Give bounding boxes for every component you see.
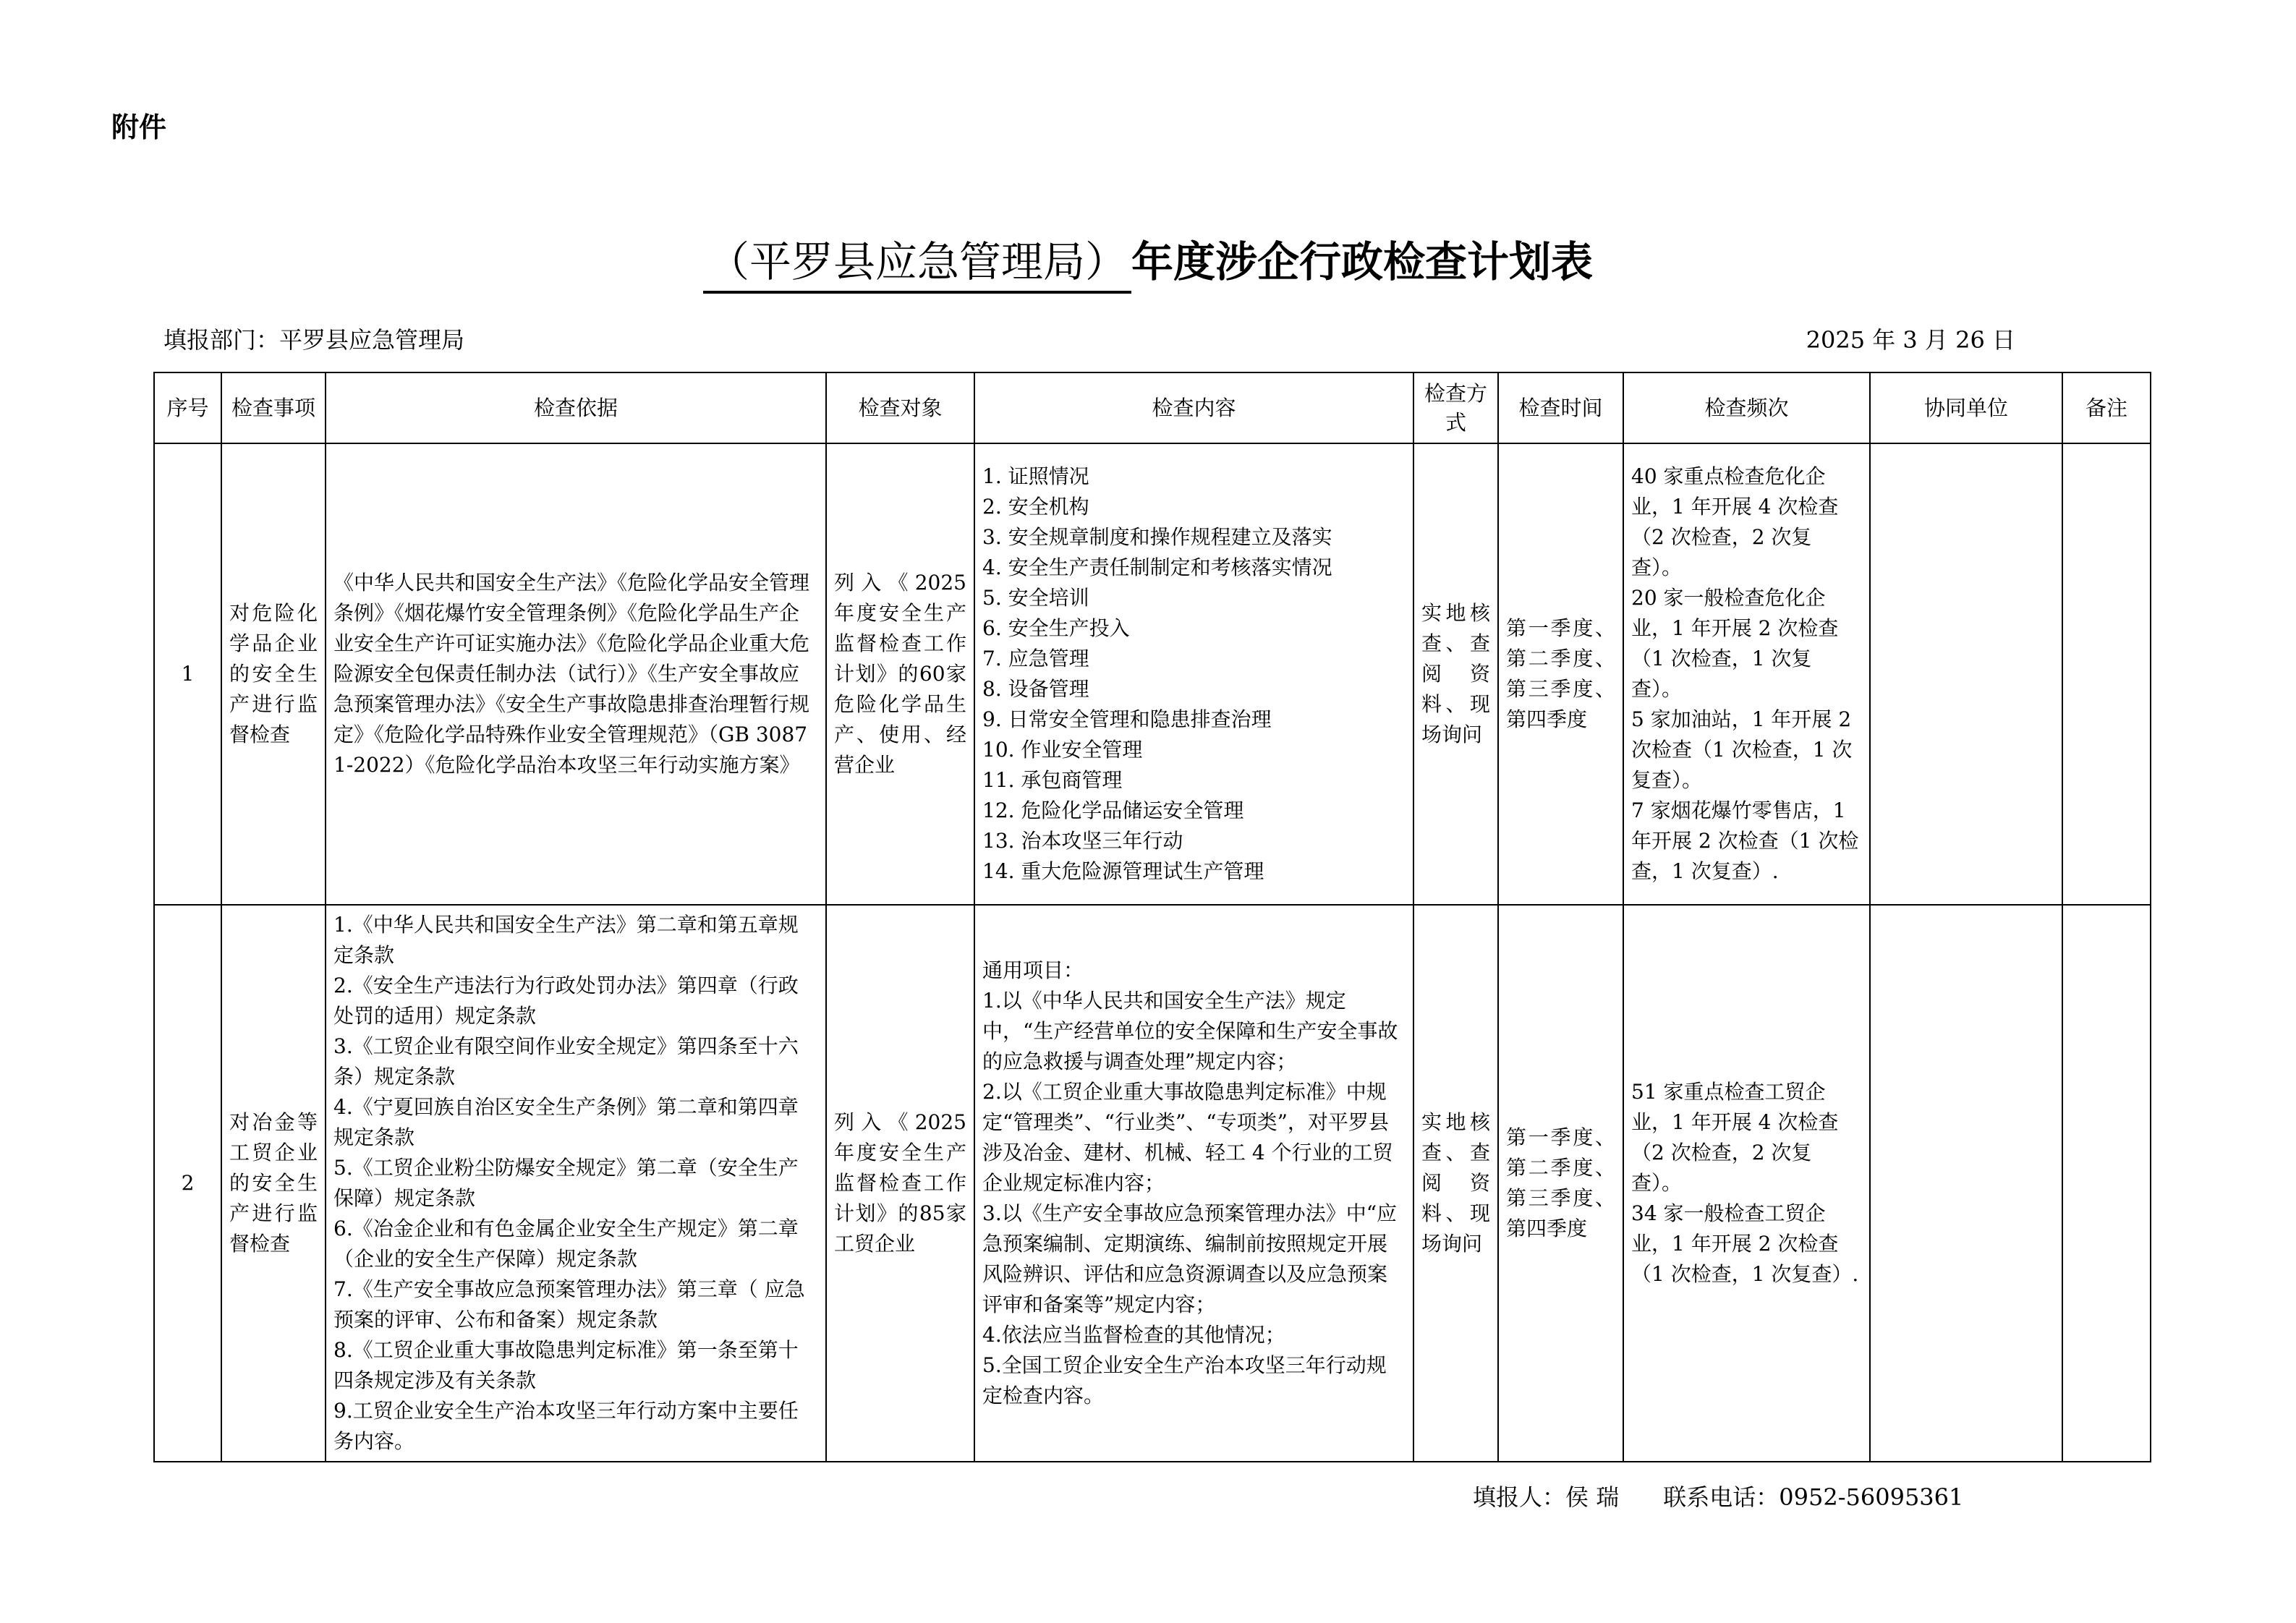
content-line: 7. 应急管理 — [982, 647, 1089, 670]
row-item: 对危险化学品企业的安全生产进行监督检查 — [221, 443, 326, 905]
frequency-line: 20 家一般检查危化企业，1 年开展 2 次检查（1 次检查，1 次复查）。 — [1631, 586, 1839, 701]
content-line: 5.全国工贸企业安全生产治本攻坚三年行动规定检查内容。 — [982, 1353, 1387, 1407]
content-line: 2.以《工贸企业重大事故隐患判定标准》中规定“管理类”、“行业类”、“专项类”，对平罗县涉及冶金、建材、机械、轻工 4 个行业的工贸企业规定标准内容； — [982, 1080, 1393, 1195]
table-header-row — [154, 372, 2151, 443]
basis-line: 8.《工贸企业重大事故隐患判定标准》第一条至第十四条规定涉及有关条款 — [333, 1338, 799, 1392]
basis-line: 6.《冶金企业和有色金属企业安全生产规定》第二章（企业的安全生产保障）规定条款 — [333, 1217, 799, 1271]
row-frequency — [1623, 905, 1870, 1462]
table-row — [154, 905, 2151, 1462]
basis-line: 3.《工贸企业有限空间作业安全规定》第四条至十六条）规定条款 — [333, 1034, 799, 1089]
col-header-item: 检查事项 — [221, 372, 326, 443]
title-unit: （平罗县应急管理局） — [703, 233, 1131, 294]
content-line: 3.以《生产安全事故应急预案管理办法》中“应急预案编制、定期演练、编制前按照规定开展风险辨识、评估和应急资源调查以及应急预案评审和备案等”规定内容； — [982, 1201, 1398, 1316]
col-header-content: 检查内容 — [974, 372, 1413, 443]
row-content — [974, 905, 1413, 1462]
content-line: 4.依法应当监督检查的其他情况； — [982, 1323, 1285, 1347]
content-line: 1. 证照情况 — [982, 464, 1089, 488]
frequency-line: 40 家重点检查危化企业，1 年开展 4 次检查（2 次检查，2 次复查）。 — [1631, 464, 1839, 579]
footer — [1473, 1480, 1963, 1515]
content-line: 10. 作业安全管理 — [982, 738, 1143, 762]
frequency-line: 7 家烟花爆竹零售店，1 年开展 2 次检查（1 次检查，1 次复查）. — [1631, 798, 1859, 883]
col-header-time: 检查时间 — [1498, 372, 1623, 443]
content-line: 11. 承包商管理 — [982, 768, 1123, 792]
content-line: 9. 日常安全管理和隐患排查治理 — [982, 707, 1272, 731]
col-header-method: 检查方式 — [1413, 372, 1498, 443]
content-line: 14. 重大危险源管理试生产管理 — [982, 859, 1264, 883]
row-time: 第一季度、第二季度、第三季度、第四季度 — [1498, 905, 1623, 1462]
col-header-no: 序号 — [154, 372, 221, 443]
content-line: 2. 安全机构 — [982, 495, 1089, 519]
content-line: 6. 安全生产投入 — [982, 616, 1130, 640]
row-target: 列入《2025年度安全生产监督检查工作计划》的85家工贸企业 — [826, 905, 974, 1462]
content-line: 3. 安全规章制度和操作规程建立及落实 — [982, 525, 1332, 549]
row-method: 实地核查、查阅资料、现场询问 — [1413, 905, 1498, 1462]
basis-line: 4.《宁夏回族自治区安全生产条例》第二章和第四章规定条款 — [333, 1095, 799, 1149]
col-header-target: 检查对象 — [826, 372, 974, 443]
row-remark — [2062, 905, 2151, 1462]
basis-line: 5.《工贸企业粉尘防爆安全规定》第二章（安全生产保障）规定条款 — [333, 1156, 799, 1210]
content-line: 4. 安全生产责任制制定和考核落实情况 — [982, 555, 1332, 579]
row-partner — [1870, 443, 2062, 905]
reporter-name: 侯 瑞 — [1565, 1483, 1620, 1511]
row-basis — [326, 905, 826, 1462]
col-header-remark: 备注 — [2062, 372, 2151, 443]
row-basis — [326, 443, 826, 905]
attachment-label: 附件 — [111, 111, 167, 143]
frequency-line: 5 家加油站，1 年开展 2 次检查（1 次检查，1 次复查）。 — [1631, 707, 1853, 792]
reporter-label: 填报人： — [1473, 1483, 1566, 1511]
title-rest: 年度涉企行政检查计划表 — [1131, 237, 1594, 286]
col-header-partner: 协同单位 — [1870, 372, 2062, 443]
row-time: 第一季度、第二季度、第三季度、第四季度 — [1498, 443, 1623, 905]
row-partner — [1870, 905, 2062, 1462]
row-method: 实地核查、查阅资料、现场询问 — [1413, 443, 1498, 905]
content-line: 1.以《中华人民共和国安全生产法》规定中，“生产经营单位的安全保障和生产安全事故的应急救援与调查处理”规定内容； — [982, 989, 1398, 1073]
frequency-line: 51 家重点检查工贸企业，1 年开展 4 次检查（2 次检查，2 次复查）。 — [1631, 1080, 1839, 1195]
row-target: 列入《2025年度安全生产监督检查工作计划》的60家危险化学品生产、使用、经营企业 — [826, 443, 974, 905]
row-item: 对冶金等工贸企业的安全生产进行监督检查 — [221, 905, 326, 1462]
content-line: 12. 危险化学品储运安全管理 — [982, 798, 1244, 822]
row-no: 1 — [154, 443, 221, 905]
row-no: 2 — [154, 905, 221, 1462]
row-remark — [2062, 443, 2151, 905]
table-row — [154, 443, 2151, 905]
basis-line: 2.《安全生产违法行为行政处罚办法》第四章（行政处罚的适用）规定条款 — [333, 974, 799, 1028]
col-header-frequency: 检查频次 — [1623, 372, 1870, 443]
page-title — [0, 233, 2296, 294]
basis-line: 7.《生产安全事故应急预案管理办法》第三章（ 应急预案的评审、公布和备案）规定条款 — [333, 1277, 805, 1332]
report-date: 2025 年 3 月 26 日 — [1806, 326, 2015, 354]
content-line: 8. 设备管理 — [982, 677, 1089, 701]
content-line: 5. 安全培训 — [982, 586, 1089, 610]
basis-line: 9.工贸企业安全生产治本攻坚三年行动方案中主要任务内容。 — [333, 1399, 799, 1453]
row-frequency — [1623, 443, 1870, 905]
basis-line: 《中华人民共和国安全生产法》《危险化学品安全管理条例》《烟花爆竹安全管理条例》《危险化学品生产企业安全生产许可证实施办法》《危险化学品企业重大危险源安全包保责任制办法（试行）》《生产安全事故应急预案管理办法》《安全生产事故隐患排查治理暂行规定》《危险化学品特殊作业安全管理规范》（GB 30871-2022）《危险化学品治本攻坚三年行动实施方案》 — [333, 571, 810, 777]
content-line: 通用项目： — [982, 958, 1084, 982]
basis-line: 1.《中华人民共和国安全生产法》第二章和第五章规定条款 — [333, 913, 799, 967]
phone-label: 联系电话： — [1663, 1483, 1780, 1511]
reporting-department: 填报部门：平罗县应急管理局 — [163, 326, 465, 354]
phone-number: 0952-56095361 — [1779, 1483, 1964, 1511]
col-header-basis: 检查依据 — [326, 372, 826, 443]
row-content — [974, 443, 1413, 905]
frequency-line: 34 家一般检查工贸企业，1 年开展 2 次检查（1 次检查，1 次复查）. — [1631, 1201, 1859, 1286]
content-line: 13. 治本攻坚三年行动 — [982, 829, 1183, 853]
inspection-plan-table — [153, 372, 2151, 1462]
